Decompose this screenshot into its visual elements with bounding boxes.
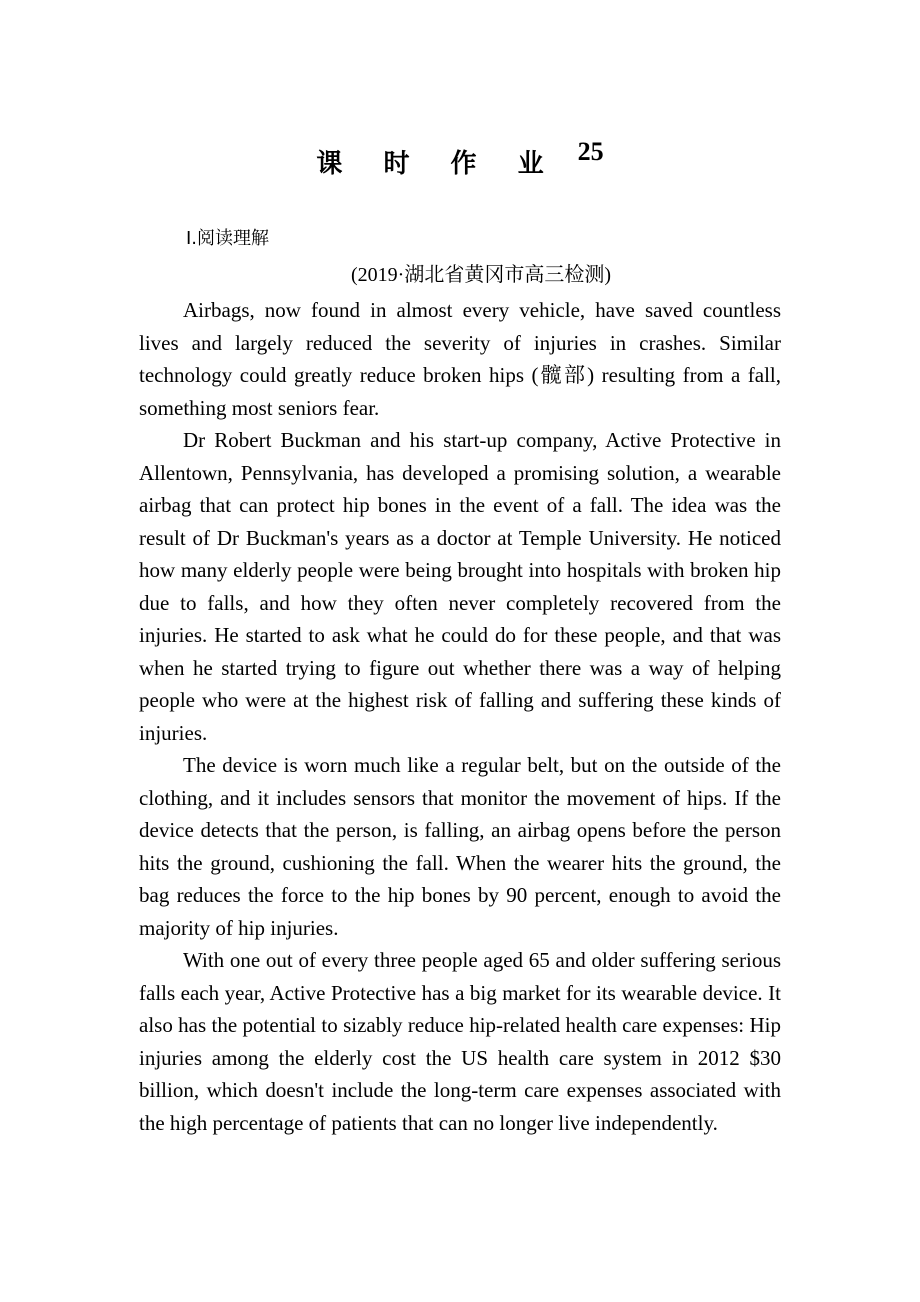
paragraph-2: Dr Robert Buckman and his start-up company, Active Protective in Allentown, Pennsylvania, has developed a promising solution, a wearable airbag that can protect hip bones in the event of a fall. The idea was the result of Dr Buckman's years as a doctor at Temple University. He noticed how many elderly people were being brought into hospitals with broken hip due to falls, and how they often never completely recovered from the injuries. He started to ask what he could do for these people, and that was when he started trying to figure out whether there was a way of helping people who were at the highest risk of falling and suffering these kinds of injuries. [139, 428, 781, 745]
title-text: 课 时 作 业 [316, 149, 560, 179]
paragraph-4: With one out of every three people aged 65 and older suffering serious falls each year, Active Protective has a big market for its wearable device. It also has the potential to sizably reduce hip-related health care expenses: Hip injuries among the elderly cost the US health care system in 2012 $30 billion, which doesn't include the long-term care expenses associated with the high percentage of patients that can no longer live independently. [139, 948, 781, 1135]
source-line: (2019·湖北省黄冈市高三检测) [351, 264, 611, 286]
paragraph-3: The device is worn much like a regular belt, but on the outside of the clothing, and it includes sensors that monitor the movement of hips. If the device detects that the person, is falling, an airbag opens before the person hits the ground, cushioning the fall. When the wearer hits the ground, the bag reduces the force to the hip bones by 90 percent, enough to avoid the majority of hip injuries. [139, 753, 781, 940]
article-body [139, 294, 781, 1139]
section-heading: Ⅰ.阅读理解 [186, 228, 270, 249]
lesson-number: 25 [577, 137, 604, 166]
paragraph-1: Airbags, now found in almost every vehicle, have saved countless lives and largely reduced the severity of injuries in crashes. Similar technology could greatly reduce broken hips (髋部) resulting from a fall, something most seniors fear. [139, 298, 781, 420]
page-title [0, 137, 920, 182]
